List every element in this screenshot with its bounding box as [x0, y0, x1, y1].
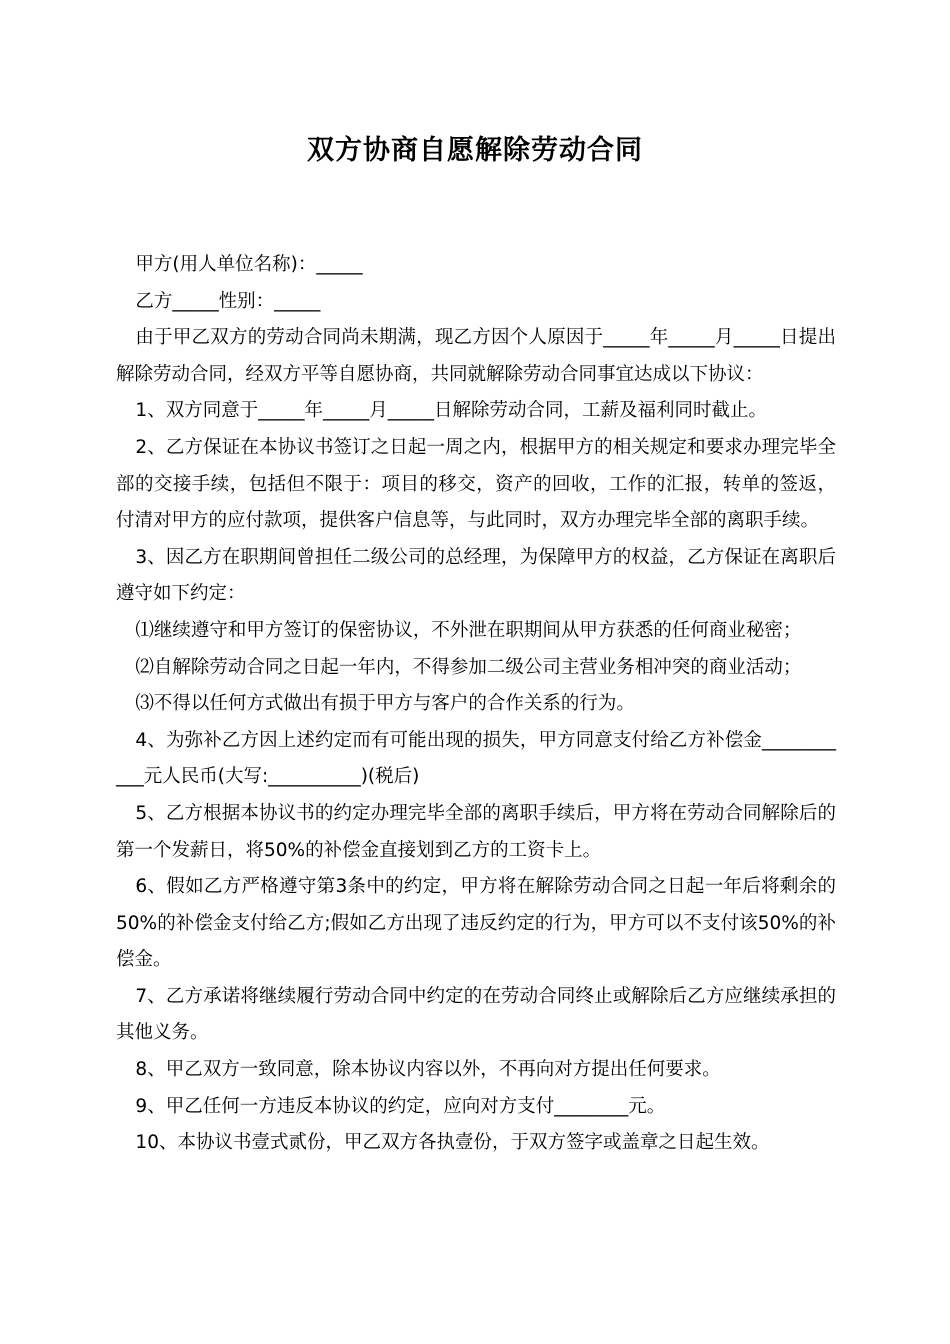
document-title: 双方协商自愿解除劳动合同 — [307, 135, 643, 166]
party-b-line: 乙方_____性别：_____ — [135, 290, 321, 312]
clause-7: 7、乙方承诺将继续履行劳动合同中约定的在劳动合同终止或解除后乙方应继续承担的其他义务。 — [116, 985, 836, 1044]
clause-3-item-1: ⑴继续遵守和甲方签订的保密协议，不外泄在职期间从甲方获悉的任何商业秘密； — [135, 619, 802, 641]
party-a-line: 甲方(用人单位名称)：_____ — [135, 254, 363, 275]
clause-9: 9、甲乙任何一方违反本协议的约定，应向对方支付________元。 — [135, 1095, 666, 1117]
document-body — [116, 247, 836, 1162]
clause-6: 6、假如乙方严格遵守第3条中的约定，甲方将在解除劳动合同之日起一年后将剩余的50%的补偿金支付给乙方;假如乙方出现了违反约定的行为，甲方可以不支付该50%的补偿金。 — [116, 876, 836, 971]
clause-10: 10、本协议书壹式贰份，甲乙双方各执壹份，于双方签字或盖章之日起生效。 — [135, 1132, 770, 1154]
clause-3-item-2: ⑵自解除劳动合同之日起一年内，不得参加二级公司主营业务相冲突的商业活动； — [135, 656, 802, 678]
clause-3-item-3: ⑶不得以任何方式做出有损于甲方与客户的合作关系的行为。 — [135, 693, 635, 715]
clause-1: 1、双方同意于_____年_____月_____日解除劳动合同，工薪及福利同时截止。 — [135, 400, 767, 422]
clause-4: 4、为弥补乙方因上述约定而有可能出现的损失，甲方同意支付给乙方补偿金___________元人民币(大写:__________)(税后) — [116, 729, 836, 788]
clause-2: 2、乙方保证在本协议书签订之日起一周之内，根据甲方的相关规定和要求办理完毕全部的交接手续，包括但不限于：项目的移交，资产的回收，工作的汇报，转单的签返，付清对甲方的应付款项，提供客户信息等，与此同时，双方办理完毕全部的离职手续。 — [116, 436, 836, 532]
clause-3: 3、因乙方在职期间曾担任二级公司的总经理，为保障甲方的权益，乙方保证在离职后遵守如下约定： — [116, 546, 836, 605]
intro-paragraph: 由于甲乙双方的劳动合同尚未期满，现乙方因个人原因于_____年_____月_____日提出解除劳动合同，经双方平等自愿协商，共同就解除劳动合同事宜达成以下协议： — [116, 327, 836, 385]
clause-5: 5、乙方根据本协议书的约定办理完毕全部的离职手续后，甲方将在劳动合同解除后的第一个发薪日，将50%的补偿金直接划到乙方的工资卡上。 — [116, 802, 836, 861]
clause-8: 8、甲乙双方一致同意，除本协议内容以外，不再向对方提出任何要求。 — [135, 1059, 721, 1081]
